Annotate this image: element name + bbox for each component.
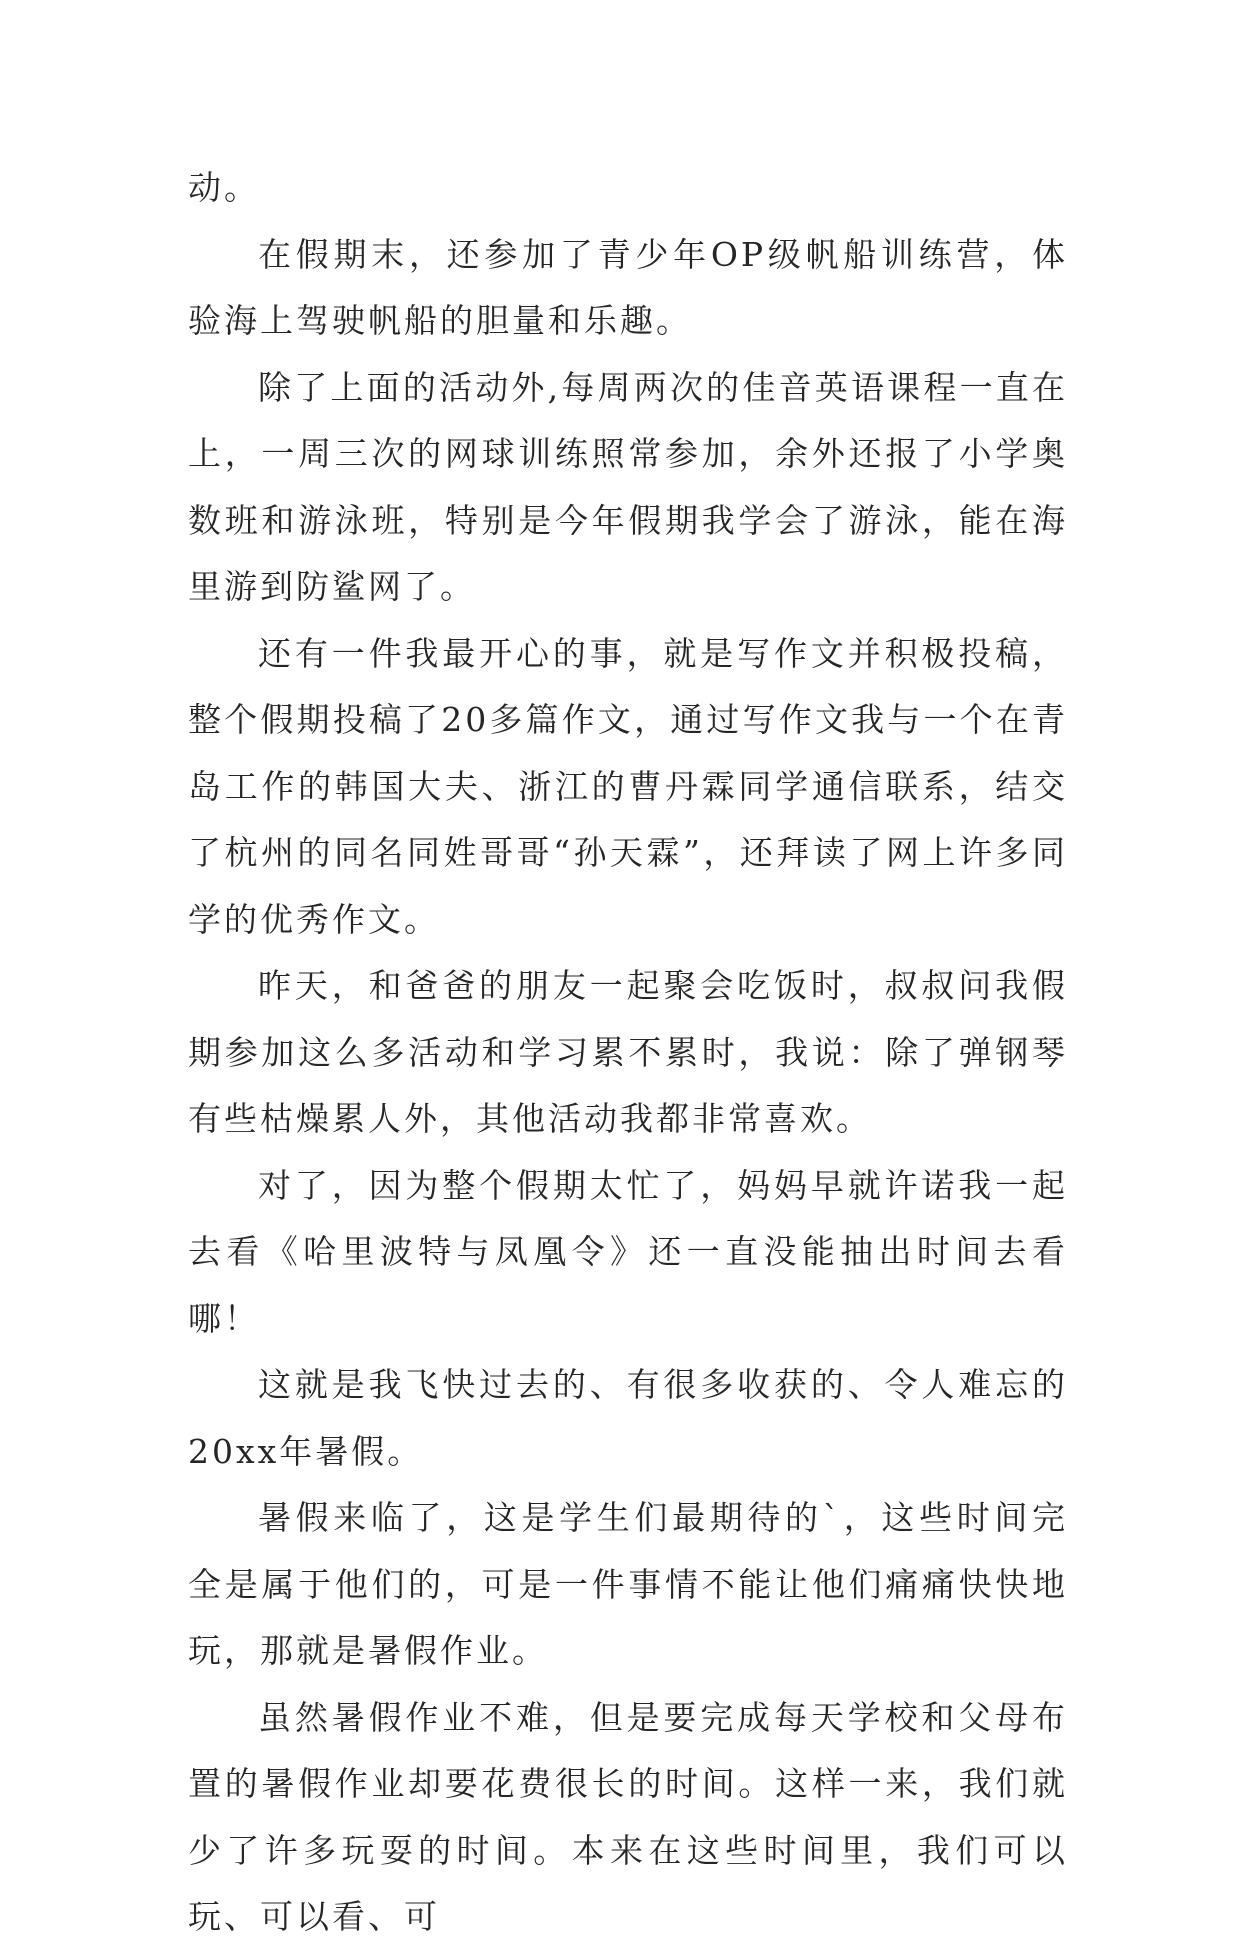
paragraph-2: 在假期末，还参加了青少年OP级帆船训练营，体验海上驾驶帆船的胆量和乐趣。 [188, 234, 1068, 340]
paragraph-3: 除了上面的活动外,每周两次的佳音英语课程一直在上，一周三次的网球训练照常参加，余外还报了小学奥数班和游泳班，特别是今年假期我学会了游泳，能在海里游到防鲨网了。 [188, 367, 1068, 606]
paragraph-9: 虽然暑假作业不难，但是要完成每天学校和父母布置的暑假作业却要花费很长的时间。这样一来，我们就少了许多玩耍的时间。本来在这些时间里，我们可以玩、可以看、可 [188, 1697, 1068, 1936]
paragraph-8: 暑假来临了，这是学生们最期待的`，这些时间完全是属于他们的，可是一件事情不能让他们痛痛快快地玩，那就是暑假作业。 [188, 1498, 1068, 1670]
paragraph-4: 还有一件我最开心的事，就是写作文并积极投稿，整个假期投稿了20多篇作文，通过写作文我与一个在青岛工作的韩国大夫、浙江的曹丹霖同学通信联系，结交了杭州的同名同姓哥哥“孙天霖”，还拜读了网上许多同学的优秀作文。 [188, 633, 1068, 939]
document-body [188, 155, 1068, 1951]
paragraph-5: 昨天，和爸爸的朋友一起聚会吃饭时，叔叔问我假期参加这么多活动和学习累不累时，我说：除了弹钢琴有些枯燥累人外，其他活动我都非常喜欢。 [188, 966, 1068, 1138]
paragraph-7: 这就是我飞快过去的、有很多收获的、令人难忘的20xx年暑假。 [188, 1365, 1068, 1471]
paragraph-1: 动。 [188, 168, 260, 207]
paragraph-6: 对了，因为整个假期太忙了，妈妈早就许诺我一起去看《哈里波特与凤凰令》还一直没能抽出时间去看哪！ [188, 1165, 1068, 1338]
